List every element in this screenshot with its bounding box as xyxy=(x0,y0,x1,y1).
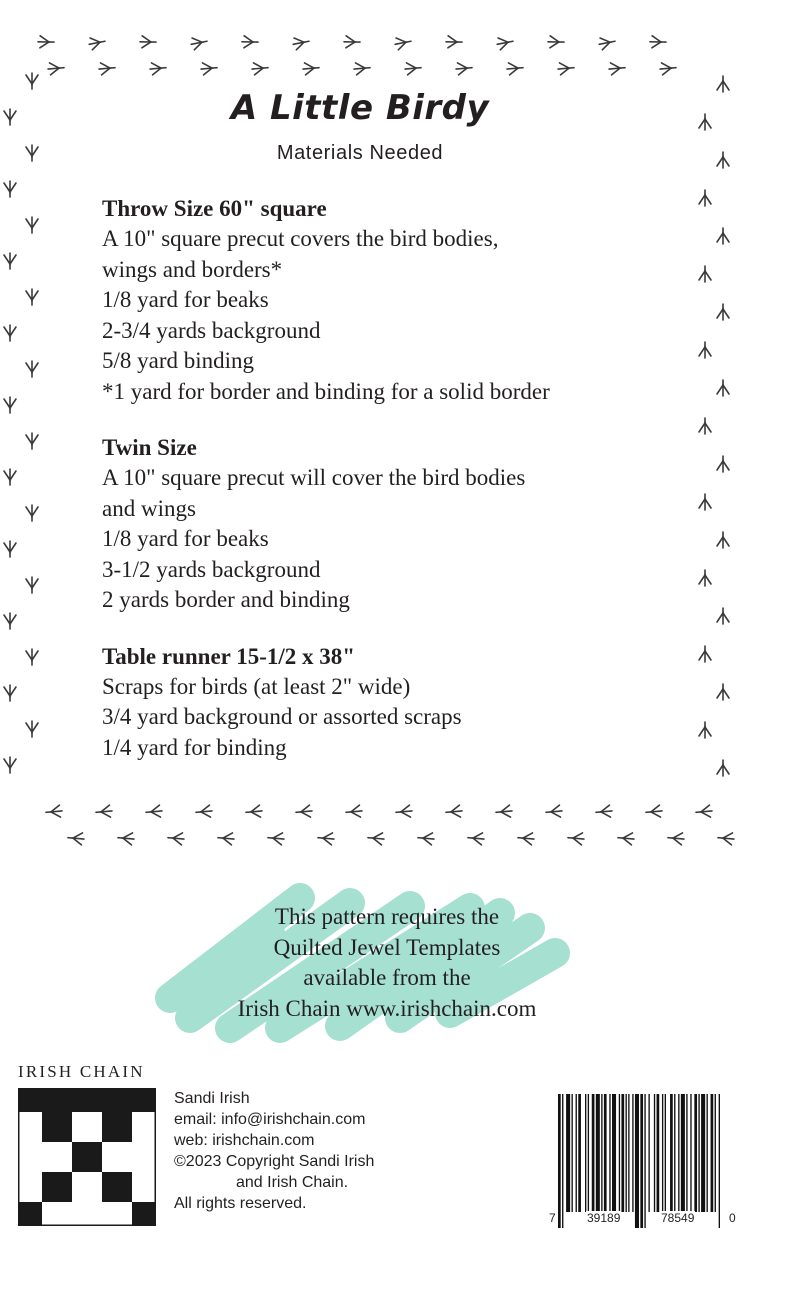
barcode-bar xyxy=(632,1094,633,1212)
bird-footprint-icon xyxy=(598,35,616,50)
bird-footprint-icon xyxy=(4,181,16,197)
bird-footprint-icon xyxy=(26,577,38,593)
bird-footprint-icon xyxy=(467,832,484,845)
barcode-bar xyxy=(588,1094,589,1212)
bird-footprint-icon xyxy=(88,35,106,50)
material-line: Scraps for birds (at least 2" wide) xyxy=(102,673,411,699)
barcode-bar xyxy=(576,1094,577,1212)
bird-footprint-icon xyxy=(567,832,584,845)
bird-footprint-icon xyxy=(496,35,514,50)
bird-footprint-icon xyxy=(367,832,384,845)
bird-footprint-icon xyxy=(4,613,16,629)
bird-footprint-icon xyxy=(48,62,65,75)
material-line: 5/8 yard binding xyxy=(102,348,255,373)
material-line: 1/8 yard for beaks xyxy=(102,526,269,551)
material-line: 3/4 yard background or assorted scraps xyxy=(102,704,462,729)
bird-footprint-icon xyxy=(445,805,462,818)
material-line: 3-1/2 yards background xyxy=(102,556,321,582)
barcode-bar xyxy=(674,1094,675,1212)
bird-footprint-icon xyxy=(4,253,16,269)
material-line: 2 yards border and binding xyxy=(102,587,350,612)
materials-heading: Materials Needed xyxy=(276,142,444,164)
bird-footprint-icon xyxy=(344,36,360,48)
barcode-bar xyxy=(694,1094,697,1212)
author-name: Sandi Irish xyxy=(174,1090,250,1107)
barcode-bar xyxy=(701,1094,705,1212)
bird-footprint-icon xyxy=(495,805,512,818)
material-line: wings and borders* xyxy=(102,256,283,282)
bird-footprint-icon xyxy=(26,73,38,89)
bird-footprint-icon xyxy=(667,832,684,845)
bird-footprint-icon xyxy=(650,36,666,48)
bird-footprint-icon xyxy=(26,649,38,665)
material-line: 2-3/4 yards background xyxy=(102,317,321,343)
barcode-bar xyxy=(596,1094,600,1212)
bird-footprint-icon xyxy=(395,805,412,818)
bird-footprint-icon xyxy=(717,532,729,548)
rights-line: All rights reserved. xyxy=(174,1195,307,1212)
barcode-bar xyxy=(572,1094,573,1212)
bird-footprint-icon xyxy=(660,62,677,75)
bird-footprint-icon xyxy=(446,36,462,48)
bird-footprint-icon xyxy=(645,805,662,818)
size-section-throw xyxy=(102,194,682,407)
bird-footprint-icon xyxy=(26,289,38,305)
copyright-line: ©2023 Copyright Sandi Irish xyxy=(174,1153,375,1170)
barcode-bar xyxy=(566,1094,570,1212)
bird-footprint-icon xyxy=(38,36,54,48)
barcode-bar xyxy=(657,1094,660,1212)
nine-patch-quilt-block-icon xyxy=(18,1088,156,1226)
pattern-title: A Little Birdy xyxy=(230,88,490,128)
barcode-bar xyxy=(670,1094,673,1212)
bird-footprint-icon xyxy=(558,62,575,75)
bird-footprint-icon xyxy=(394,35,412,50)
bird-footprint-icon xyxy=(699,494,711,510)
section-title: Table runner 15-1/2 x 38" xyxy=(102,643,356,669)
bird-footprint-icon xyxy=(26,505,38,521)
barcode-left-digits: 39189 xyxy=(587,1211,621,1225)
bird-footprint-icon xyxy=(609,62,626,75)
bird-footprint-icon xyxy=(26,433,38,449)
barcode-right-digits: 78549 xyxy=(661,1211,695,1225)
bird-footprint-icon xyxy=(317,832,334,845)
bird-footprint-icon xyxy=(252,62,269,75)
materials-list xyxy=(102,194,682,789)
barcode-bar xyxy=(662,1094,663,1212)
contact-email: email: info@irishchain.com xyxy=(174,1111,366,1128)
material-line: *1 yard for border and binding for a solid border xyxy=(102,378,550,404)
bird-footprint-icon xyxy=(45,805,62,818)
bird-footprint-icon xyxy=(717,760,729,776)
bird-footprint-icon xyxy=(699,722,711,738)
material-line: A 10" square precut covers the bird bodies, xyxy=(102,226,499,251)
copyright-line: and Irish Chain. xyxy=(236,1174,349,1191)
bird-footprint-icon xyxy=(242,36,258,48)
barcode-bar xyxy=(628,1094,629,1212)
barcode-bar xyxy=(715,1094,716,1212)
bird-footprint-icon xyxy=(717,608,729,624)
barcode-bar xyxy=(678,1094,679,1212)
bird-footprint-icon xyxy=(548,36,564,48)
bird-footprint-icon xyxy=(267,832,284,845)
barcode-bar xyxy=(640,1094,643,1228)
bird-footprint-icon xyxy=(595,805,612,818)
bird-footprint-icon xyxy=(456,62,473,75)
bird-footprint-icon xyxy=(303,62,320,75)
bird-footprint-icon xyxy=(201,62,218,75)
barcode-bar xyxy=(707,1094,708,1212)
section-title: Throw Size 60" square xyxy=(102,196,327,221)
barcode-bar xyxy=(609,1094,610,1212)
bird-footprint-icon xyxy=(717,832,734,845)
bird-footprint-icon xyxy=(4,685,16,701)
barcode-bar xyxy=(621,1094,624,1212)
bird-footprint-icon xyxy=(26,361,38,377)
material-line: A 10" square precut will cover the bird bodies xyxy=(102,465,526,490)
bird-footprint-icon xyxy=(507,62,524,75)
bird-footprint-icon xyxy=(417,832,434,845)
barcode-bar xyxy=(648,1094,649,1212)
bird-footprint-icon xyxy=(117,832,134,845)
bird-footprint-icon xyxy=(699,418,711,434)
section-title: Twin Size xyxy=(102,435,197,460)
bird-footprint-icon xyxy=(295,805,312,818)
bird-footprint-icon xyxy=(99,62,116,75)
bird-footprint-icon xyxy=(4,757,16,773)
bird-footprint-icon xyxy=(354,62,371,75)
bird-footprint-icon xyxy=(717,304,729,320)
bird-footprint-icon xyxy=(717,456,729,472)
bird-footprint-icon xyxy=(717,380,729,396)
barcode-bar xyxy=(578,1094,581,1212)
bird-footprint-icon xyxy=(167,832,184,845)
bird-footprint-icon xyxy=(26,721,38,737)
bird-footprint-icon xyxy=(245,805,262,818)
bird-footprint-icon xyxy=(140,36,156,48)
bird-footprint-icon xyxy=(699,266,711,282)
notice-line: This pattern requires the xyxy=(274,904,500,929)
bird-footprint-icon xyxy=(190,35,208,50)
bird-footprint-icon xyxy=(545,805,562,818)
bird-footprint-icon xyxy=(95,805,112,818)
barcode-bar xyxy=(686,1094,687,1212)
barcode-bar xyxy=(562,1094,563,1228)
size-section-table-runner xyxy=(102,642,682,764)
brand-name: IRISH CHAIN xyxy=(18,1062,145,1081)
bird-footprint-icon xyxy=(67,832,84,845)
bird-footprint-icon xyxy=(717,228,729,244)
bird-footprint-icon xyxy=(695,805,712,818)
bird-footprint-icon xyxy=(292,35,310,50)
bird-footprint-icon xyxy=(699,190,711,206)
barcode-bar xyxy=(635,1094,639,1228)
bird-footprint-icon xyxy=(150,62,167,75)
bird-footprint-icon xyxy=(717,684,729,700)
barcode-bar xyxy=(585,1094,586,1212)
size-section-twin xyxy=(102,433,682,616)
barcode-bar xyxy=(681,1094,685,1212)
barcode-bar xyxy=(719,1094,720,1228)
bird-footprint-icon xyxy=(145,805,162,818)
barcode-digits xyxy=(548,1211,738,1229)
barcode-bar xyxy=(612,1094,616,1212)
upc-barcode xyxy=(548,1094,738,1230)
bird-footprint-icon xyxy=(195,805,212,818)
bird-footprint-icon xyxy=(699,570,711,586)
bird-footprint-icon xyxy=(699,342,711,358)
bird-footprint-icon xyxy=(345,805,362,818)
template-notice xyxy=(212,902,562,1024)
barcode-trail-digit: 0 xyxy=(729,1211,736,1225)
material-line: and wings xyxy=(102,495,196,521)
barcode-bar xyxy=(698,1094,699,1212)
bird-footprint-icon xyxy=(699,646,711,662)
material-line: 1/4 yard for binding xyxy=(102,734,287,760)
barcode-bar xyxy=(665,1094,666,1212)
contact-web: web: irishchain.com xyxy=(174,1132,315,1149)
barcode-bar xyxy=(592,1094,595,1212)
bird-footprint-icon xyxy=(517,832,534,845)
barcode-bar xyxy=(690,1094,691,1212)
bird-footprint-icon xyxy=(4,541,16,557)
barcode-bar xyxy=(626,1094,627,1212)
notice-line: Quilted Jewel Templates xyxy=(273,934,501,960)
barcode-bar xyxy=(644,1094,645,1228)
bird-footprint-icon xyxy=(4,397,16,413)
bird-footprint-icon xyxy=(405,62,422,75)
bird-footprint-icon xyxy=(217,832,234,845)
bird-footprint-icon xyxy=(4,325,16,341)
barcode-lead-digit: 7 xyxy=(549,1211,556,1225)
material-line: 1/8 yard for beaks xyxy=(102,287,269,312)
barcode-bar xyxy=(601,1094,602,1212)
barcode-bar xyxy=(619,1094,620,1212)
barcode-bar xyxy=(558,1094,561,1228)
bird-footprint-icon xyxy=(617,832,634,845)
barcode-bar xyxy=(604,1094,607,1212)
bird-footprint-icon xyxy=(26,217,38,233)
notice-line: Irish Chain www.irishchain.com xyxy=(237,995,537,1021)
barcode-bar xyxy=(711,1094,714,1212)
notice-line: available from the xyxy=(303,965,471,990)
barcode-bar xyxy=(654,1094,655,1212)
bird-footprint-icon xyxy=(4,469,16,485)
contact-info xyxy=(174,1088,374,1214)
